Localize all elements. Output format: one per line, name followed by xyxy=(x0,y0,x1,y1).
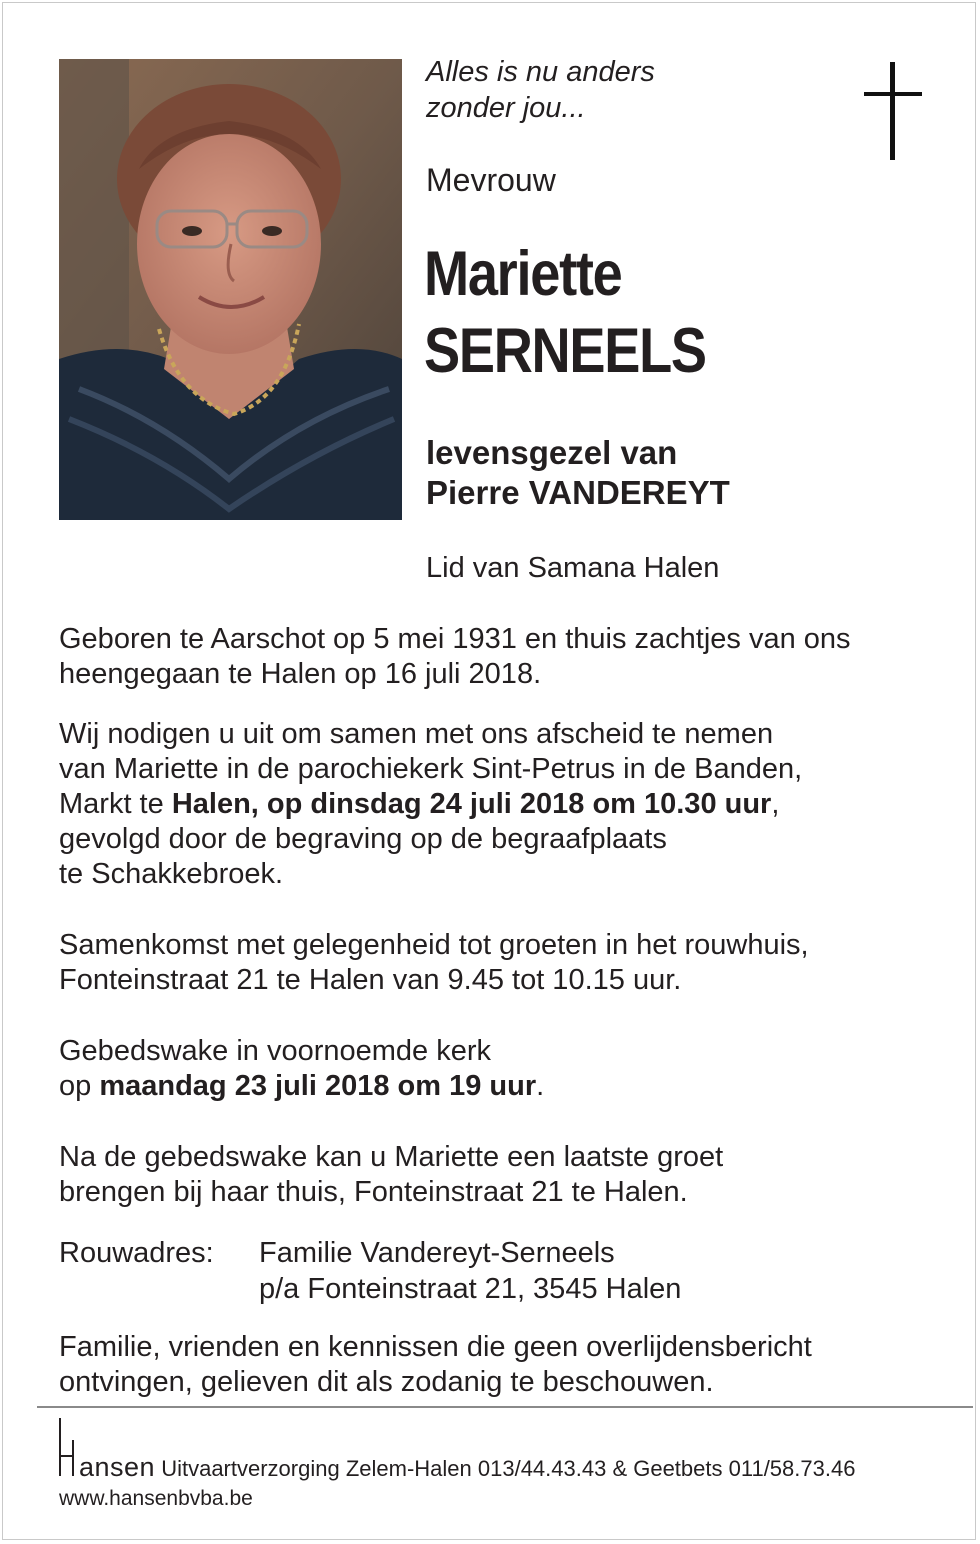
address-line-2: p/a Fonteinstraat 21, 3545 Halen xyxy=(259,1273,682,1305)
mourning-address xyxy=(259,1235,681,1307)
birth-line-1: Geboren te Aarschot op 5 mei 1931 en thuis zachtjes van ons xyxy=(59,623,851,655)
notice-paragraph xyxy=(59,1330,812,1400)
memorial-quote xyxy=(426,54,655,126)
funeral-line-3-pre: Markt te xyxy=(59,788,172,820)
funeral-home-website[interactable]: www.hansenbvba.be xyxy=(59,1487,253,1510)
last-name: SERNEELS xyxy=(424,316,706,386)
visit-line-2: brengen bij haar thuis, Fonteinstraat 21 te Halen. xyxy=(59,1176,688,1208)
funeral-line-1: Wij nodigen u uit om samen met ons afscheid te nemen xyxy=(59,718,774,750)
funeral-home-brand: ansen xyxy=(79,1452,156,1482)
birth-line-2: heengegaan te Halen op 16 juli 2018. xyxy=(59,658,542,690)
birth-paragraph xyxy=(59,622,851,692)
funeral-line-3 xyxy=(59,787,802,822)
quote-line-2: zonder jou... xyxy=(426,92,586,124)
address-line-1: Familie Vandereyt-Serneels xyxy=(259,1237,615,1269)
notice-line-1: Familie, vrienden en kennissen die geen overlijdensbericht xyxy=(59,1331,812,1363)
cross-horizontal-bar xyxy=(864,92,922,96)
gathering-paragraph xyxy=(59,928,809,998)
gathering-line-2: Fonteinstraat 21 te Halen van 9.45 tot 10.15 uur. xyxy=(59,964,682,996)
portrait-photo xyxy=(59,59,402,520)
vigil-line-1: Gebedswake in voornoemde kerk xyxy=(59,1035,492,1067)
latin-cross-icon xyxy=(864,62,922,160)
vigil-line-2-pre: op xyxy=(59,1070,100,1102)
partner-name: Pierre VANDEREYT xyxy=(426,474,730,511)
cross-vertical-bar xyxy=(890,62,895,160)
partner-info xyxy=(426,433,730,513)
funeral-line-4: gevolgd door de begraving op de begraafplaats xyxy=(59,823,667,855)
vigil-paragraph xyxy=(59,1034,544,1104)
first-name: Mariette xyxy=(424,239,622,309)
funeral-date-time: Halen, op dinsdag 24 juli 2018 om 10.30 uur xyxy=(171,788,772,820)
honorific: Mevrouw xyxy=(426,162,556,198)
address-label: Rouwadres: xyxy=(59,1237,214,1269)
funeral-paragraph xyxy=(59,717,802,892)
funeral-line-3-post: , xyxy=(771,788,780,820)
membership: Lid van Samana Halen xyxy=(426,552,720,584)
vigil-date-time: maandag 23 juli 2018 om 19 uur xyxy=(99,1070,537,1102)
footer-divider xyxy=(37,1406,973,1408)
vigil-line-2-post: . xyxy=(536,1070,545,1102)
deceased-name xyxy=(424,236,706,390)
gathering-line-1: Samenkomst met gelegenheid tot groeten in het rouwhuis, xyxy=(59,929,809,961)
visit-line-1: Na de gebedswake kan u Mariette een laatste groet xyxy=(59,1141,724,1173)
quote-line-1: Alles is nu anders xyxy=(426,56,655,88)
partner-relation: levensgezel van xyxy=(426,434,678,471)
visit-paragraph xyxy=(59,1140,723,1210)
funeral-home-info xyxy=(59,1452,855,1484)
funeral-home-details: Uitvaartverzorging Zelem-Halen 013/44.43.43 & Geetbets 011/58.73.46 xyxy=(161,1456,856,1481)
portrait-illustration xyxy=(59,59,402,520)
vigil-line-2 xyxy=(59,1069,544,1104)
notice-line-2: ontvingen, gelieven dit als zodanig te beschouwen. xyxy=(59,1366,714,1398)
funeral-line-5: te Schakkebroek. xyxy=(59,858,284,890)
funeral-line-2: van Mariette in de parochiekerk Sint-Petrus in de Banden, xyxy=(59,753,803,785)
